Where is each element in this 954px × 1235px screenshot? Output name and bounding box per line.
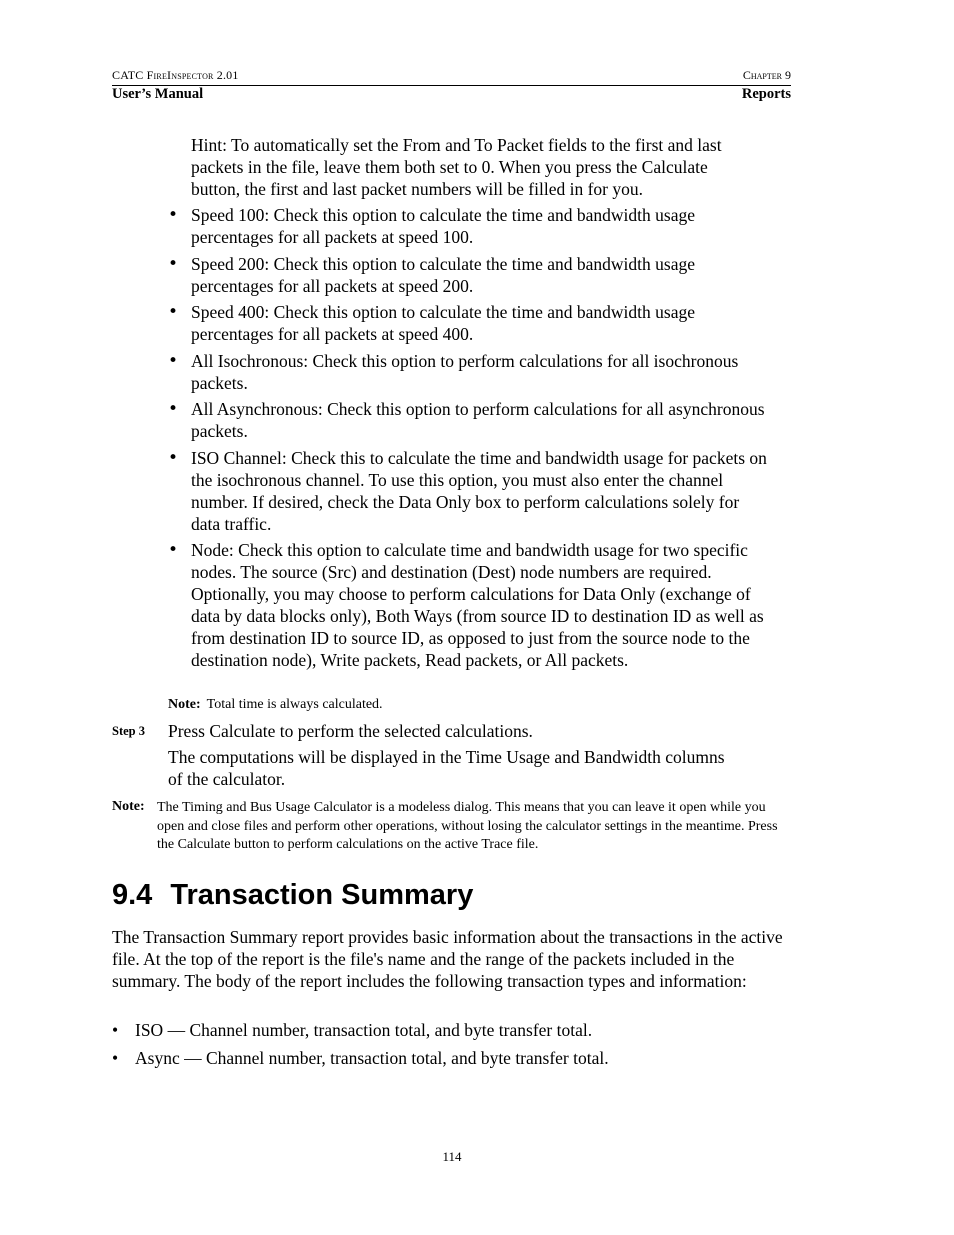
list-item-text: All Isochronous: Check this option to perform calculations for all isochronous packets. <box>191 350 739 393</box>
header-manual: User’s Manual <box>112 86 204 102</box>
list-item <box>168 204 768 248</box>
list-item-text: Speed 200: Check this option to calculate the time and bandwidth usage percentages for all packets at speed 200. <box>191 253 695 296</box>
list-item-text: Speed 100: Check this option to calculate the time and bandwidth usage percentages for all packets at speed 100. <box>191 205 695 247</box>
list-item <box>168 253 768 297</box>
list-item <box>112 1047 794 1069</box>
bullet-icon: • <box>168 205 179 225</box>
list-item <box>112 1019 794 1041</box>
bullet-icon: • <box>112 1020 119 1040</box>
list-item-text: Speed 400: Check this option to calculate the time and bandwidth usage percentages for all packets at speed 400. <box>191 302 695 344</box>
list-item <box>168 350 768 394</box>
step-text: Press Calculate to perform the selected calculations. <box>168 721 533 741</box>
intro-paragraph: The Transaction Summary report provides basic information about the transactions in the active file. At the top of the report is the file's name and the range of the packets included in the summary. The body of the report includes the following transaction types and information: <box>112 927 783 991</box>
note-total-time <box>168 697 383 713</box>
bullet-icon: • <box>168 350 179 371</box>
list-item <box>168 301 768 345</box>
header-chapter: Chapter 9 <box>742 68 791 82</box>
section-title: Transaction Summary <box>170 879 474 911</box>
note-text: Total time is always calculated. <box>206 697 383 712</box>
note-modeless-dialog: The Timing and Bus Usage Calculator is a modeless dialog. This means that you can leave it open while you open and close files and perform other operations, without losing the calculator settings in the meantime. Press the Calculate button to perform calculations on the active Trace file. <box>157 800 778 852</box>
list-item <box>168 539 768 671</box>
list-item-text: ISO — Channel number, transaction total, and byte transfer total. <box>135 1020 593 1040</box>
bullet-icon: • <box>168 302 179 322</box>
bullet-icon: • <box>168 540 179 560</box>
list-item <box>168 398 768 442</box>
section-heading <box>112 877 473 913</box>
page-number: 114 <box>442 1149 462 1164</box>
header-section: Reports <box>741 86 791 102</box>
list-item-text: Async — Channel number, transaction total, and byte transfer total. <box>135 1048 609 1068</box>
transaction-types-list <box>112 1019 794 1075</box>
hint-paragraph: Hint: To automatically set the From and To Packet fields to the first and last packets in the file, leave them both set to 0. When you press the Calculate button, the first and last packet numbers will be filled in for you. <box>191 135 722 199</box>
header-rule <box>112 85 791 86</box>
list-item-text: All Asynchronous: Check this option to perform calculations for all asynchronous packets. <box>191 399 765 441</box>
note-label: Note: <box>112 799 145 814</box>
header-product: CATC FireInspector 2.01 <box>112 68 239 82</box>
section-number: 9.4 <box>112 879 153 911</box>
bullet-icon: • <box>112 1048 119 1068</box>
bullet-icon: • <box>168 253 179 274</box>
list-item <box>168 447 768 535</box>
list-item-text: ISO Channel: Check this to calculate the time and bandwidth usage for packets on the isochronous channel. To use this option, you must also enter the channel number. If desired, check the Data Only box to perform calculations solely for data traffic. <box>191 447 767 534</box>
options-list <box>168 204 768 676</box>
list-item-text: Node: Check this option to calculate time and bandwidth usage for two specific nodes. The source (Src) and destination (Dest) node numbers are required. Optionally, you may choose to perform calculations for Data Only (exchange of data by data blocks only), Both Ways (from source ID to destination ID as well as from destination ID to source ID, as opposed to just from the source node to the destination node), Write packets, Read packets, or All packets. <box>191 540 764 670</box>
step-description: The computations will be displayed in the Time Usage and Bandwidth columns of the calculator. <box>168 747 725 789</box>
step-label: Step 3 <box>112 724 145 738</box>
note-label: Note: <box>168 697 201 712</box>
bullet-icon: • <box>168 399 179 419</box>
bullet-icon: • <box>168 447 179 468</box>
